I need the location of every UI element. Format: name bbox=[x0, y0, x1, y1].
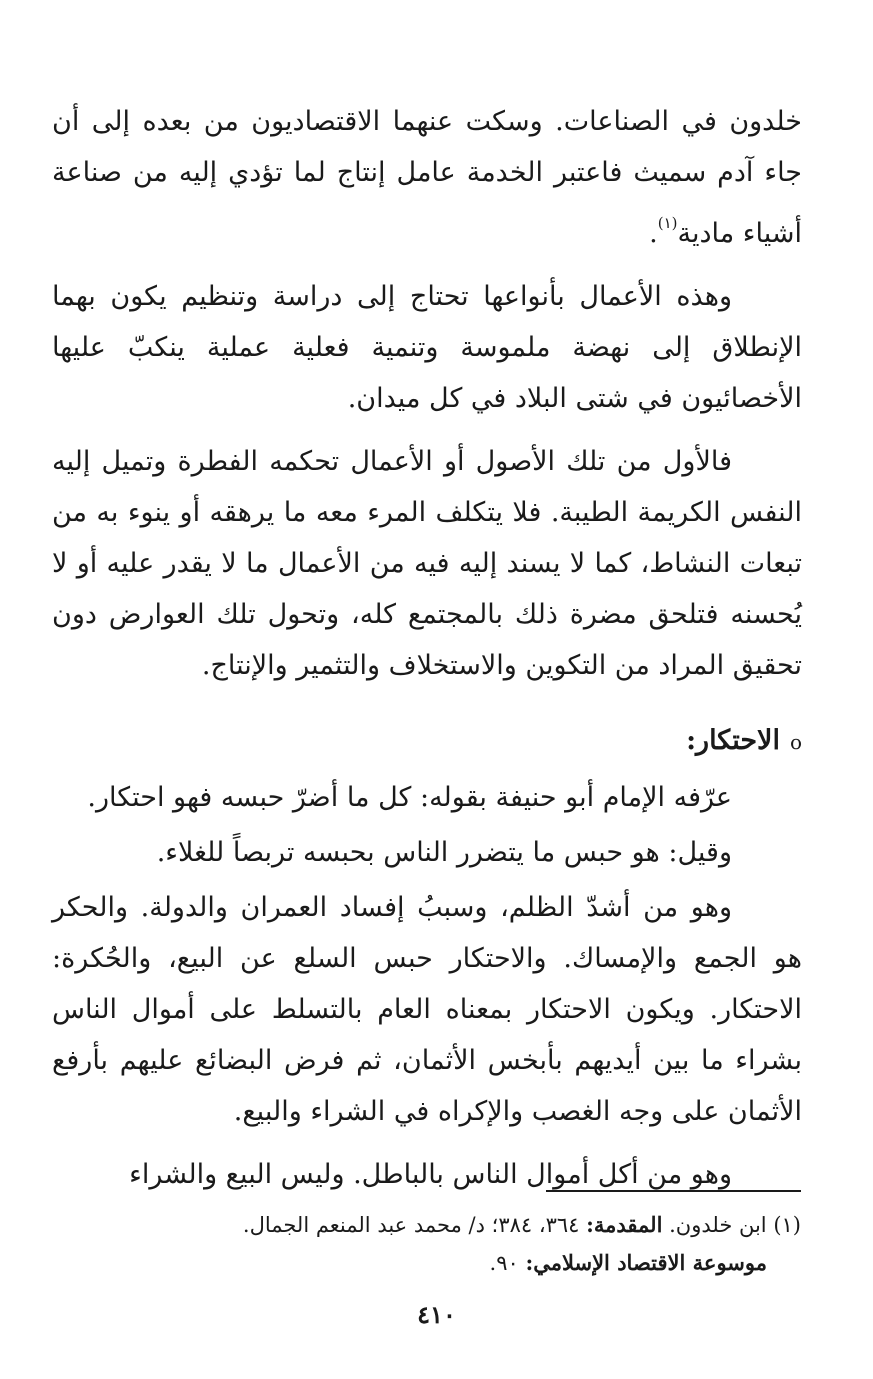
paragraph-1: خلدون في الصناعات. وسكت عنهما الاقتصاديون من بعده إلى أن جاء آدم سميث فاعتبر الخدمة عامل إنتاج لما تؤدي إليه من صناعة أشياء مادية$^{(١)}$. bbox=[52, 106, 802, 249]
definition-line-2: وقيل: هو حبس ما يتضرر الناس بحبسه تربصاً للغلاء. bbox=[156, 837, 732, 868]
footnote-marker: (١) bbox=[657, 214, 678, 232]
page-number: ٤١٠ bbox=[417, 1300, 456, 1329]
paragraph-2: وهذه الأعمال بأنواعها تحتاج إلى دراسة وتنظيم يكون بهما الإنطلاق إلى نهضة ملموسة وتنمية فعلية عملية ينكبّ عليها الأخصائيون في شتى البلاد في كل ميدان. bbox=[52, 281, 802, 414]
footnote-divider bbox=[546, 1190, 801, 1192]
paragraph-3: فالأول من تلك الأصول أو الأعمال تحكمه الفطرة وتميل إليه النفس الكريمة الطيبة. فلا يتكلف المرء معه ما يرهقه أو ينوء به من تبعات النشاط، كما لا يسند إليه فيه من الأعمال ما لا يقدر عليه أو لا يُحسنه فتلحق مضرة ذلك بالمجتمع كله، وتحول تلك العوارض دون تحقيق المراد من التكوين والاستخلاف والتثمير والإنتاج. bbox=[52, 446, 802, 681]
section-heading bbox=[52, 715, 802, 768]
page-body bbox=[52, 96, 802, 1212]
footnotes bbox=[81, 1206, 801, 1282]
bullet-icon: o bbox=[789, 730, 802, 754]
definition-line-1: عرّفه الإمام أبو حنيفة بقوله: كل ما أضرّ حبسه فهو احتكار. bbox=[87, 782, 732, 813]
footnote-1-continued: موسوعة الاقتصاد الإسلامي: ٩٠. bbox=[489, 1250, 767, 1275]
paragraph-5: وهو من أكل أموال الناس بالباطل. وليس البيع والشراء bbox=[129, 1159, 732, 1190]
paragraph-4: وهو من أشدّ الظلم، وسببُ إفساد العمران والدولة. والحكر هو الجمع والإمساك. والاحتكار حبس السلع عن البيع، والحُكرة: الاحتكار. ويكون الاحتكار بمعناه العام بالتسلط على أموال الناس بشراء ما بين أيديهم بأبخس الأثمان، ثم فرض البضائع عليهم بأرفع الأثمان على وجه الغصب والإكراه في الشراء والبيع. bbox=[52, 892, 802, 1127]
section-heading-text: الاحتكار: bbox=[686, 725, 780, 756]
footnote-1: (١) ابن خلدون. المقدمة: ٣٦٤، ٣٨٤؛ د/ محمد عبد المنعم الجمال. bbox=[242, 1212, 801, 1237]
